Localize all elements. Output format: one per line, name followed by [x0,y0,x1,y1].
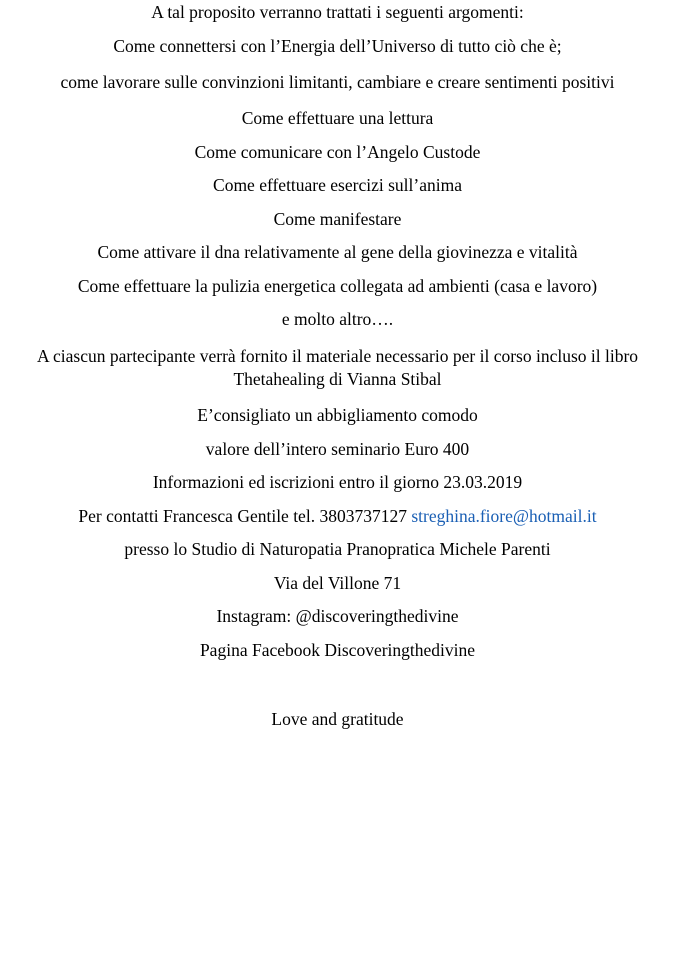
paragraph-topic-pulizia-energetica: Come effettuare la pulizia energetica collegata ad ambienti (casa e lavoro) [77,275,598,296]
paragraph-topic-lettura: Come effettuare una lettura [241,108,434,129]
paragraph-indirizzo: Via del Villone 71 [273,572,402,593]
email-link[interactable]: streghina.fiore@hotmail.it [411,505,597,526]
paragraph-topic-manifestare: Come manifestare [273,208,402,229]
paragraph-facebook: Pagina Facebook Discoveringthedivine [199,639,476,660]
paragraph-topic-convinzioni: come lavorare sulle convinzioni limitanti, cambiare e creare sentimenti positivi [60,72,615,92]
paragraph-topic-energia: Come connettersi con l’Energia dell’Universo di tutto ciò che è; [113,35,562,56]
paragraph-valore-seminario: valore dell’intero seminario Euro 400 [205,438,470,459]
paragraph-instagram: Instagram: @discoveringthedivine [216,606,459,627]
paragraph-closing: Love and gratitude [271,709,404,730]
paragraph-abbigliamento: E’consigliato un abbigliamento comodo [197,405,478,426]
paragraph-iscrizioni: Informazioni ed iscrizioni entro il giorno 23.03.2019 [152,472,523,493]
paragraph-topic-altro: e molto altro…. [281,309,394,330]
paragraph-studio: presso lo Studio di Naturopatia Pranopratica Michele Parenti [124,539,551,560]
paragraph-topic-esercizi-anima: Come effettuare esercizi sull’anima [213,175,462,196]
paragraph-spacer [6,675,669,711]
paragraph-intro: A tal proposito verranno trattati i seguenti argomenti: [151,2,524,22]
contact-prefix-text: Per contatti Francesca Gentile tel. 3803737127 [78,505,412,526]
paragraph-topic-dna: Come attivare il dna relativamente al gene della giovinezza e vitalità [97,242,578,263]
paragraph-materiale: A ciascun partecipante verrà fornito il materiale necessario per il corso incluso il libro Thetahealing di Vianna Stibal [36,345,639,390]
paragraph-topic-angelo-custode: Come comunicare con l’Angelo Custode [194,141,481,162]
paragraph-contatti [6,505,669,526]
